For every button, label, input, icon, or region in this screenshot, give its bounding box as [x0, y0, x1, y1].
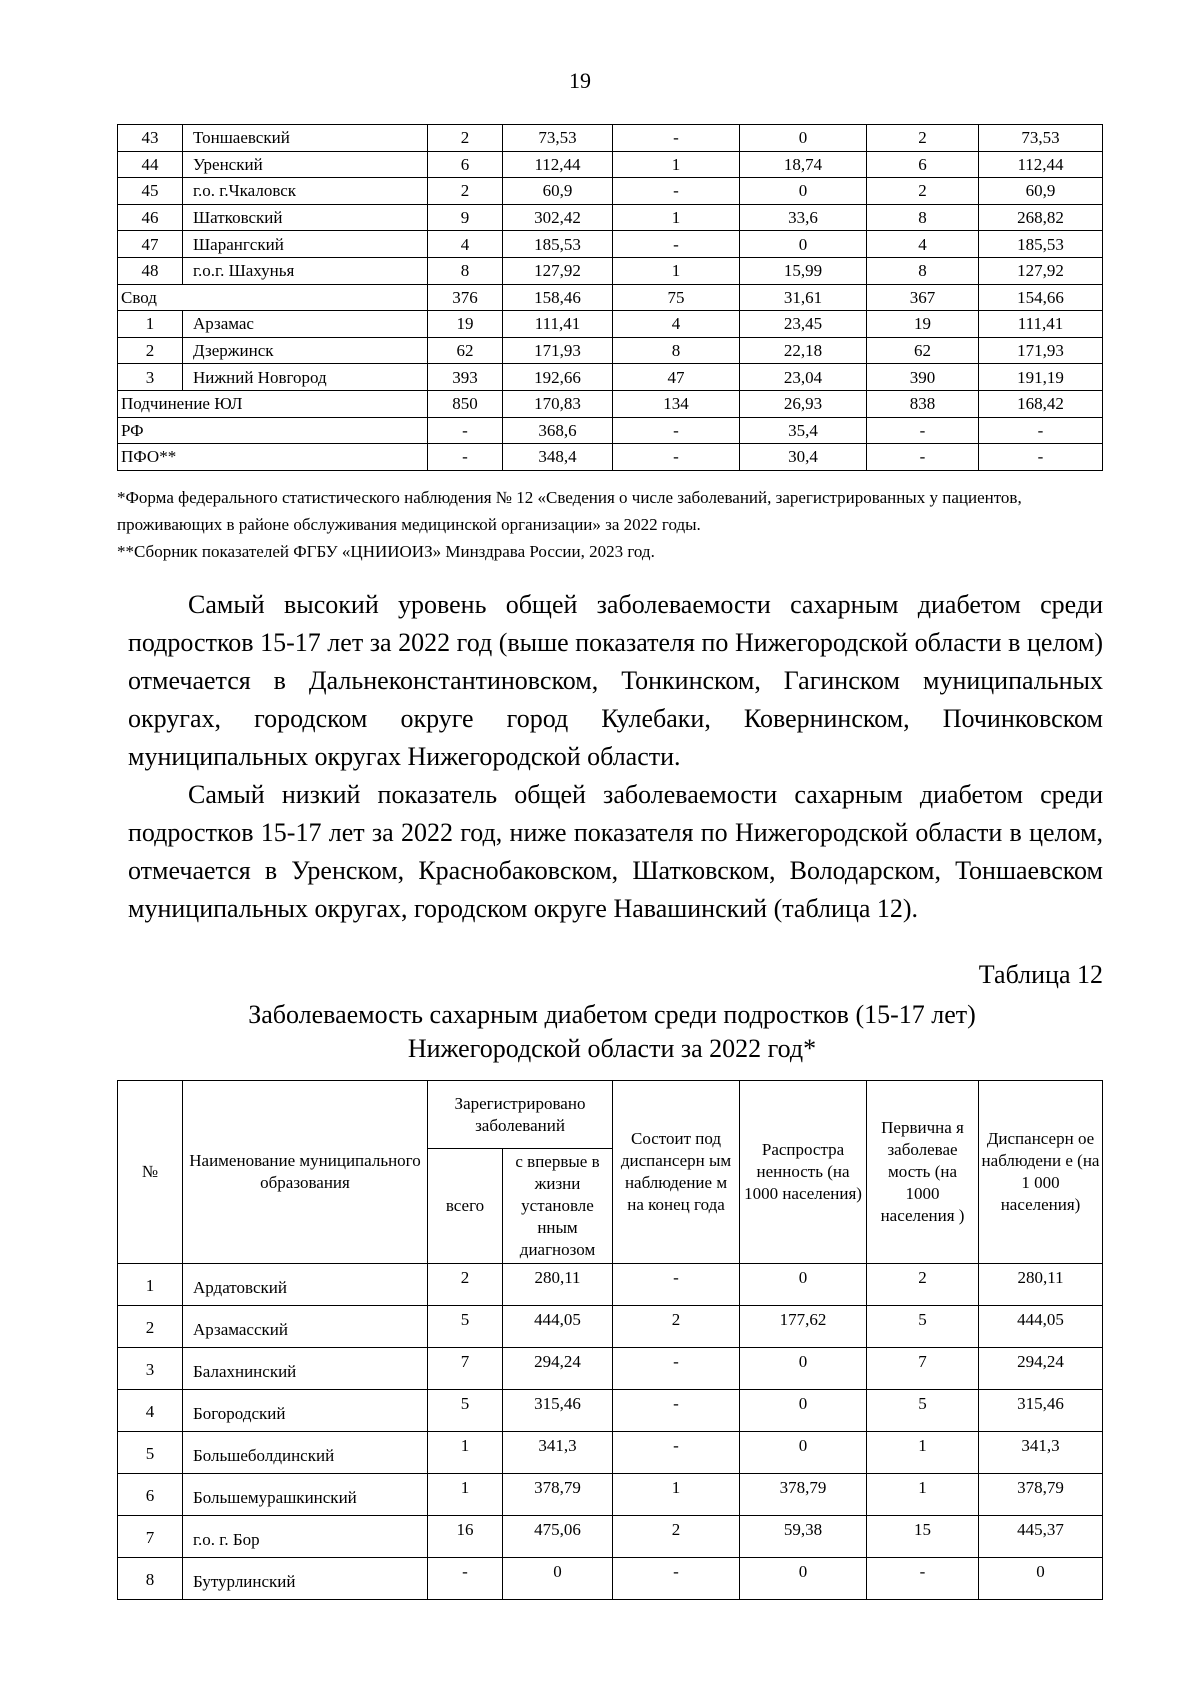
cell-no: 5 — [118, 1432, 183, 1474]
cell-c6: 294,24 — [979, 1348, 1103, 1390]
cell-span: Подчинение ЮЛ — [118, 390, 428, 417]
footnotes — [117, 484, 1107, 565]
page-number: 19 — [569, 68, 591, 93]
cell-c2: 73,53 — [503, 125, 613, 152]
cell-c3: - — [613, 125, 740, 152]
cell-c5: 7 — [867, 1348, 979, 1390]
table-title-line-1: Заболеваемость сахарным диабетом среди подростков (15-17 лет) — [248, 1000, 976, 1029]
cell-c5: 8 — [867, 204, 979, 231]
cell-c1: 2 — [428, 1264, 503, 1306]
cell-c2: 302,42 — [503, 204, 613, 231]
cell-c4: 0 — [740, 1432, 867, 1474]
cell-name: г.о.г. Шахунья — [183, 257, 428, 284]
table-row — [118, 284, 1103, 311]
cell-c1: 19 — [428, 311, 503, 338]
cell-c5: 1 — [867, 1474, 979, 1516]
cell-no: 3 — [118, 1348, 183, 1390]
cell-c2: 444,05 — [503, 1306, 613, 1348]
table-12 — [117, 1080, 1103, 1600]
cell-c3: - — [613, 444, 740, 471]
cell-c1: 62 — [428, 337, 503, 364]
cell-c1: 4 — [428, 231, 503, 258]
table-row — [118, 231, 1103, 258]
cell-name: Ардатовский — [183, 1264, 428, 1306]
cell-no: 3 — [118, 364, 183, 391]
cell-c3: - — [613, 1432, 740, 1474]
cell-no: 4 — [118, 1390, 183, 1432]
cell-c4: 22,18 — [740, 337, 867, 364]
cell-c1: - — [428, 417, 503, 444]
table-row — [118, 1306, 1103, 1348]
cell-c4: 30,4 — [740, 444, 867, 471]
cell-c6: 341,3 — [979, 1432, 1103, 1474]
cell-c4: 0 — [740, 1264, 867, 1306]
cell-c2: 294,24 — [503, 1348, 613, 1390]
cell-no: 8 — [118, 1558, 183, 1600]
cell-c4: 23,45 — [740, 311, 867, 338]
cell-c4: 59,38 — [740, 1516, 867, 1558]
cell-c6: 191,19 — [979, 364, 1103, 391]
cell-c2: 158,46 — [503, 284, 613, 311]
cell-c3: 1 — [613, 1474, 740, 1516]
footnote-1: *Форма федерального статистического наблюдения № 12 «Сведения о числе заболеваний, зарегистрированных у пациентов, проживающих в районе обслуживания медицинской организации» за 2022 годы. — [117, 488, 1022, 534]
cell-no: 45 — [118, 178, 183, 205]
cell-c3: - — [613, 1558, 740, 1600]
table-row — [118, 1558, 1103, 1600]
cell-c1: 7 — [428, 1348, 503, 1390]
header-observation: Диспансерн ое наблюдени е (на 1 000 населения) — [979, 1081, 1103, 1264]
cell-name: Большеболдинский — [183, 1432, 428, 1474]
cell-c2: 0 — [503, 1558, 613, 1600]
footnote-2: **Сборник показателей ФГБУ «ЦНИИОИЗ» Минздрава России, 2023 год. — [117, 542, 655, 561]
cell-c4: 23,04 — [740, 364, 867, 391]
cell-c4: 0 — [740, 1348, 867, 1390]
cell-name: г.о. г. Бор — [183, 1516, 428, 1558]
cell-c2: 315,46 — [503, 1390, 613, 1432]
cell-c2: 112,44 — [503, 151, 613, 178]
cell-no: 1 — [118, 1264, 183, 1306]
cell-c1: 2 — [428, 178, 503, 205]
cell-c6: 112,44 — [979, 151, 1103, 178]
cell-c2: 60,9 — [503, 178, 613, 205]
cell-c2: 378,79 — [503, 1474, 613, 1516]
cell-c5: 5 — [867, 1306, 979, 1348]
cell-c4: 378,79 — [740, 1474, 867, 1516]
cell-c4: 18,74 — [740, 151, 867, 178]
cell-c6: 185,53 — [979, 231, 1103, 258]
cell-c3: 134 — [613, 390, 740, 417]
cell-name: Богородский — [183, 1390, 428, 1432]
cell-c1: 393 — [428, 364, 503, 391]
body-text — [128, 586, 1103, 928]
table-row — [118, 337, 1103, 364]
cell-c5: 838 — [867, 390, 979, 417]
cell-c1: 8 — [428, 257, 503, 284]
cell-c4: 33,6 — [740, 204, 867, 231]
table-label: Таблица 12 — [978, 960, 1103, 989]
cell-c4: 0 — [740, 178, 867, 205]
cell-c4: 35,4 — [740, 417, 867, 444]
cell-name: Большемурашкинский — [183, 1474, 428, 1516]
cell-c5: 1 — [867, 1432, 979, 1474]
cell-c5: 2 — [867, 1264, 979, 1306]
table-row — [118, 1390, 1103, 1432]
cell-c5: 367 — [867, 284, 979, 311]
cell-c2: 170,83 — [503, 390, 613, 417]
cell-c2: 192,66 — [503, 364, 613, 391]
cell-c3: 1 — [613, 151, 740, 178]
header-registered: Зарегистрировано заболеваний — [428, 1081, 613, 1149]
cell-no: 46 — [118, 204, 183, 231]
cell-c3: 47 — [613, 364, 740, 391]
cell-c3: 4 — [613, 311, 740, 338]
cell-no: 2 — [118, 1306, 183, 1348]
cell-no: 6 — [118, 1474, 183, 1516]
cell-name: Нижний Новгород — [183, 364, 428, 391]
cell-c6: - — [979, 444, 1103, 471]
cell-c3: - — [613, 417, 740, 444]
header-primary: Первична я заболевае мость (на 1000 населения ) — [867, 1081, 979, 1264]
cell-c3: - — [613, 178, 740, 205]
table-continuation — [117, 124, 1103, 471]
table-row — [118, 444, 1103, 471]
cell-c6: 268,82 — [979, 204, 1103, 231]
cell-c2: 111,41 — [503, 311, 613, 338]
cell-c3: - — [613, 1348, 740, 1390]
cell-c5: - — [867, 1558, 979, 1600]
cell-c4: 26,93 — [740, 390, 867, 417]
header-total: всего — [428, 1149, 503, 1264]
table-row — [118, 390, 1103, 417]
cell-c6: 445,37 — [979, 1516, 1103, 1558]
cell-c2: 348,4 — [503, 444, 613, 471]
paragraph-lowest: Самый низкий показатель общей заболеваемости сахарным диабетом среди подростков 15-17 лет за 2022 год, ниже показателя по Нижегородской области в целом, отмечается в Уренском, Краснобаковском, Шатковском, Володарском, Тоншаевском муниципальных округах, городском округе Навашинский (таблица 12). — [128, 780, 1103, 923]
cell-c3: 2 — [613, 1306, 740, 1348]
cell-c6: 111,41 — [979, 311, 1103, 338]
cell-c6: 315,46 — [979, 1390, 1103, 1432]
cell-c1: 5 — [428, 1390, 503, 1432]
cell-c6: 0 — [979, 1558, 1103, 1600]
header-prevalence: Распростра ненность (на 1000 населения) — [740, 1081, 867, 1264]
cell-no: 47 — [118, 231, 183, 258]
table-row — [118, 364, 1103, 391]
cell-c1: - — [428, 444, 503, 471]
cell-c3: 75 — [613, 284, 740, 311]
cell-c2: 127,92 — [503, 257, 613, 284]
cell-c1: 2 — [428, 125, 503, 152]
cell-c1: 376 — [428, 284, 503, 311]
table-row — [118, 178, 1103, 205]
cell-c5: 2 — [867, 178, 979, 205]
table-row — [118, 257, 1103, 284]
cell-c1: 6 — [428, 151, 503, 178]
cell-c5: 8 — [867, 257, 979, 284]
table-row — [118, 1516, 1103, 1558]
table-row — [118, 125, 1103, 152]
cell-c3: 1 — [613, 257, 740, 284]
cell-no: 44 — [118, 151, 183, 178]
cell-c4: 0 — [740, 1390, 867, 1432]
cell-c1: 850 — [428, 390, 503, 417]
table-row — [118, 1432, 1103, 1474]
cell-span: ПФО** — [118, 444, 428, 471]
cell-c3: 2 — [613, 1516, 740, 1558]
cell-c4: 177,62 — [740, 1306, 867, 1348]
cell-c3: 1 — [613, 204, 740, 231]
cell-span: Свод — [118, 284, 428, 311]
cell-c5: 2 — [867, 125, 979, 152]
cell-c6: 168,42 — [979, 390, 1103, 417]
table-row — [118, 1264, 1103, 1306]
table-row — [118, 151, 1103, 178]
cell-c5: - — [867, 417, 979, 444]
cell-name: Арзамасский — [183, 1306, 428, 1348]
cell-c1: 9 — [428, 204, 503, 231]
table-title — [117, 998, 1107, 1066]
cell-name: Шарангский — [183, 231, 428, 258]
cell-c5: 62 — [867, 337, 979, 364]
cell-c1: 5 — [428, 1306, 503, 1348]
cell-c5: 6 — [867, 151, 979, 178]
cell-c1: 1 — [428, 1432, 503, 1474]
cell-no: 48 — [118, 257, 183, 284]
table-title-line-2: Нижегородской области за 2022 год* — [407, 1034, 817, 1063]
cell-c5: 5 — [867, 1390, 979, 1432]
cell-c6: 444,05 — [979, 1306, 1103, 1348]
cell-name: Тоншаевский — [183, 125, 428, 152]
cell-c6: 154,66 — [979, 284, 1103, 311]
header-no: № — [118, 1081, 183, 1264]
cell-c6: 378,79 — [979, 1474, 1103, 1516]
table-row — [118, 1348, 1103, 1390]
cell-c4: 0 — [740, 231, 867, 258]
cell-name: Арзамас — [183, 311, 428, 338]
cell-span: РФ — [118, 417, 428, 444]
cell-c2: 368,6 — [503, 417, 613, 444]
cell-no: 2 — [118, 337, 183, 364]
cell-c3: 8 — [613, 337, 740, 364]
header-dispensary: Состоит под диспансерн ым наблюдение м на конец года — [613, 1081, 740, 1264]
cell-c6: - — [979, 417, 1103, 444]
cell-c6: 171,93 — [979, 337, 1103, 364]
cell-c5: 390 — [867, 364, 979, 391]
cell-c4: 0 — [740, 125, 867, 152]
cell-c3: - — [613, 1264, 740, 1306]
cell-c1: 16 — [428, 1516, 503, 1558]
cell-c3: - — [613, 231, 740, 258]
table-row — [118, 1474, 1103, 1516]
header-first: с впервые в жизни установле нным диагнозом — [503, 1149, 613, 1264]
cell-c6: 127,92 — [979, 257, 1103, 284]
table-row — [118, 311, 1103, 338]
cell-c4: 31,61 — [740, 284, 867, 311]
table-row — [118, 204, 1103, 231]
cell-c5: 4 — [867, 231, 979, 258]
cell-no: 7 — [118, 1516, 183, 1558]
cell-c5: - — [867, 444, 979, 471]
cell-c6: 280,11 — [979, 1264, 1103, 1306]
cell-c2: 475,06 — [503, 1516, 613, 1558]
cell-c4: 15,99 — [740, 257, 867, 284]
cell-no: 43 — [118, 125, 183, 152]
cell-name: Уренский — [183, 151, 428, 178]
cell-c6: 73,53 — [979, 125, 1103, 152]
cell-name: Дзержинск — [183, 337, 428, 364]
cell-name: Бутурлинский — [183, 1558, 428, 1600]
cell-c6: 60,9 — [979, 178, 1103, 205]
cell-no: 1 — [118, 311, 183, 338]
cell-c2: 341,3 — [503, 1432, 613, 1474]
cell-name: Балахнинский — [183, 1348, 428, 1390]
cell-c5: 15 — [867, 1516, 979, 1558]
cell-c4: 0 — [740, 1558, 867, 1600]
cell-c5: 19 — [867, 311, 979, 338]
cell-c2: 185,53 — [503, 231, 613, 258]
cell-name: Шатковский — [183, 204, 428, 231]
paragraph-highest: Самый высокий уровень общей заболеваемости сахарным диабетом среди подростков 15-17 лет за 2022 год (выше показателя по Нижегородской области в целом) отмечается в Дальнеконстантиновском, Тонкинском, Гагинском муниципальных округах, городском округе город Кулебаки, Ковернинском, Починковском муниципальных округах Нижегородской области. — [128, 590, 1103, 771]
table-row — [118, 417, 1103, 444]
cell-c3: - — [613, 1390, 740, 1432]
cell-c1: 1 — [428, 1474, 503, 1516]
header-name: Наименование муниципального образования — [183, 1081, 428, 1264]
cell-c2: 171,93 — [503, 337, 613, 364]
cell-c2: 280,11 — [503, 1264, 613, 1306]
cell-name: г.о. г.Чкаловск — [183, 178, 428, 205]
cell-c1: - — [428, 1558, 503, 1600]
